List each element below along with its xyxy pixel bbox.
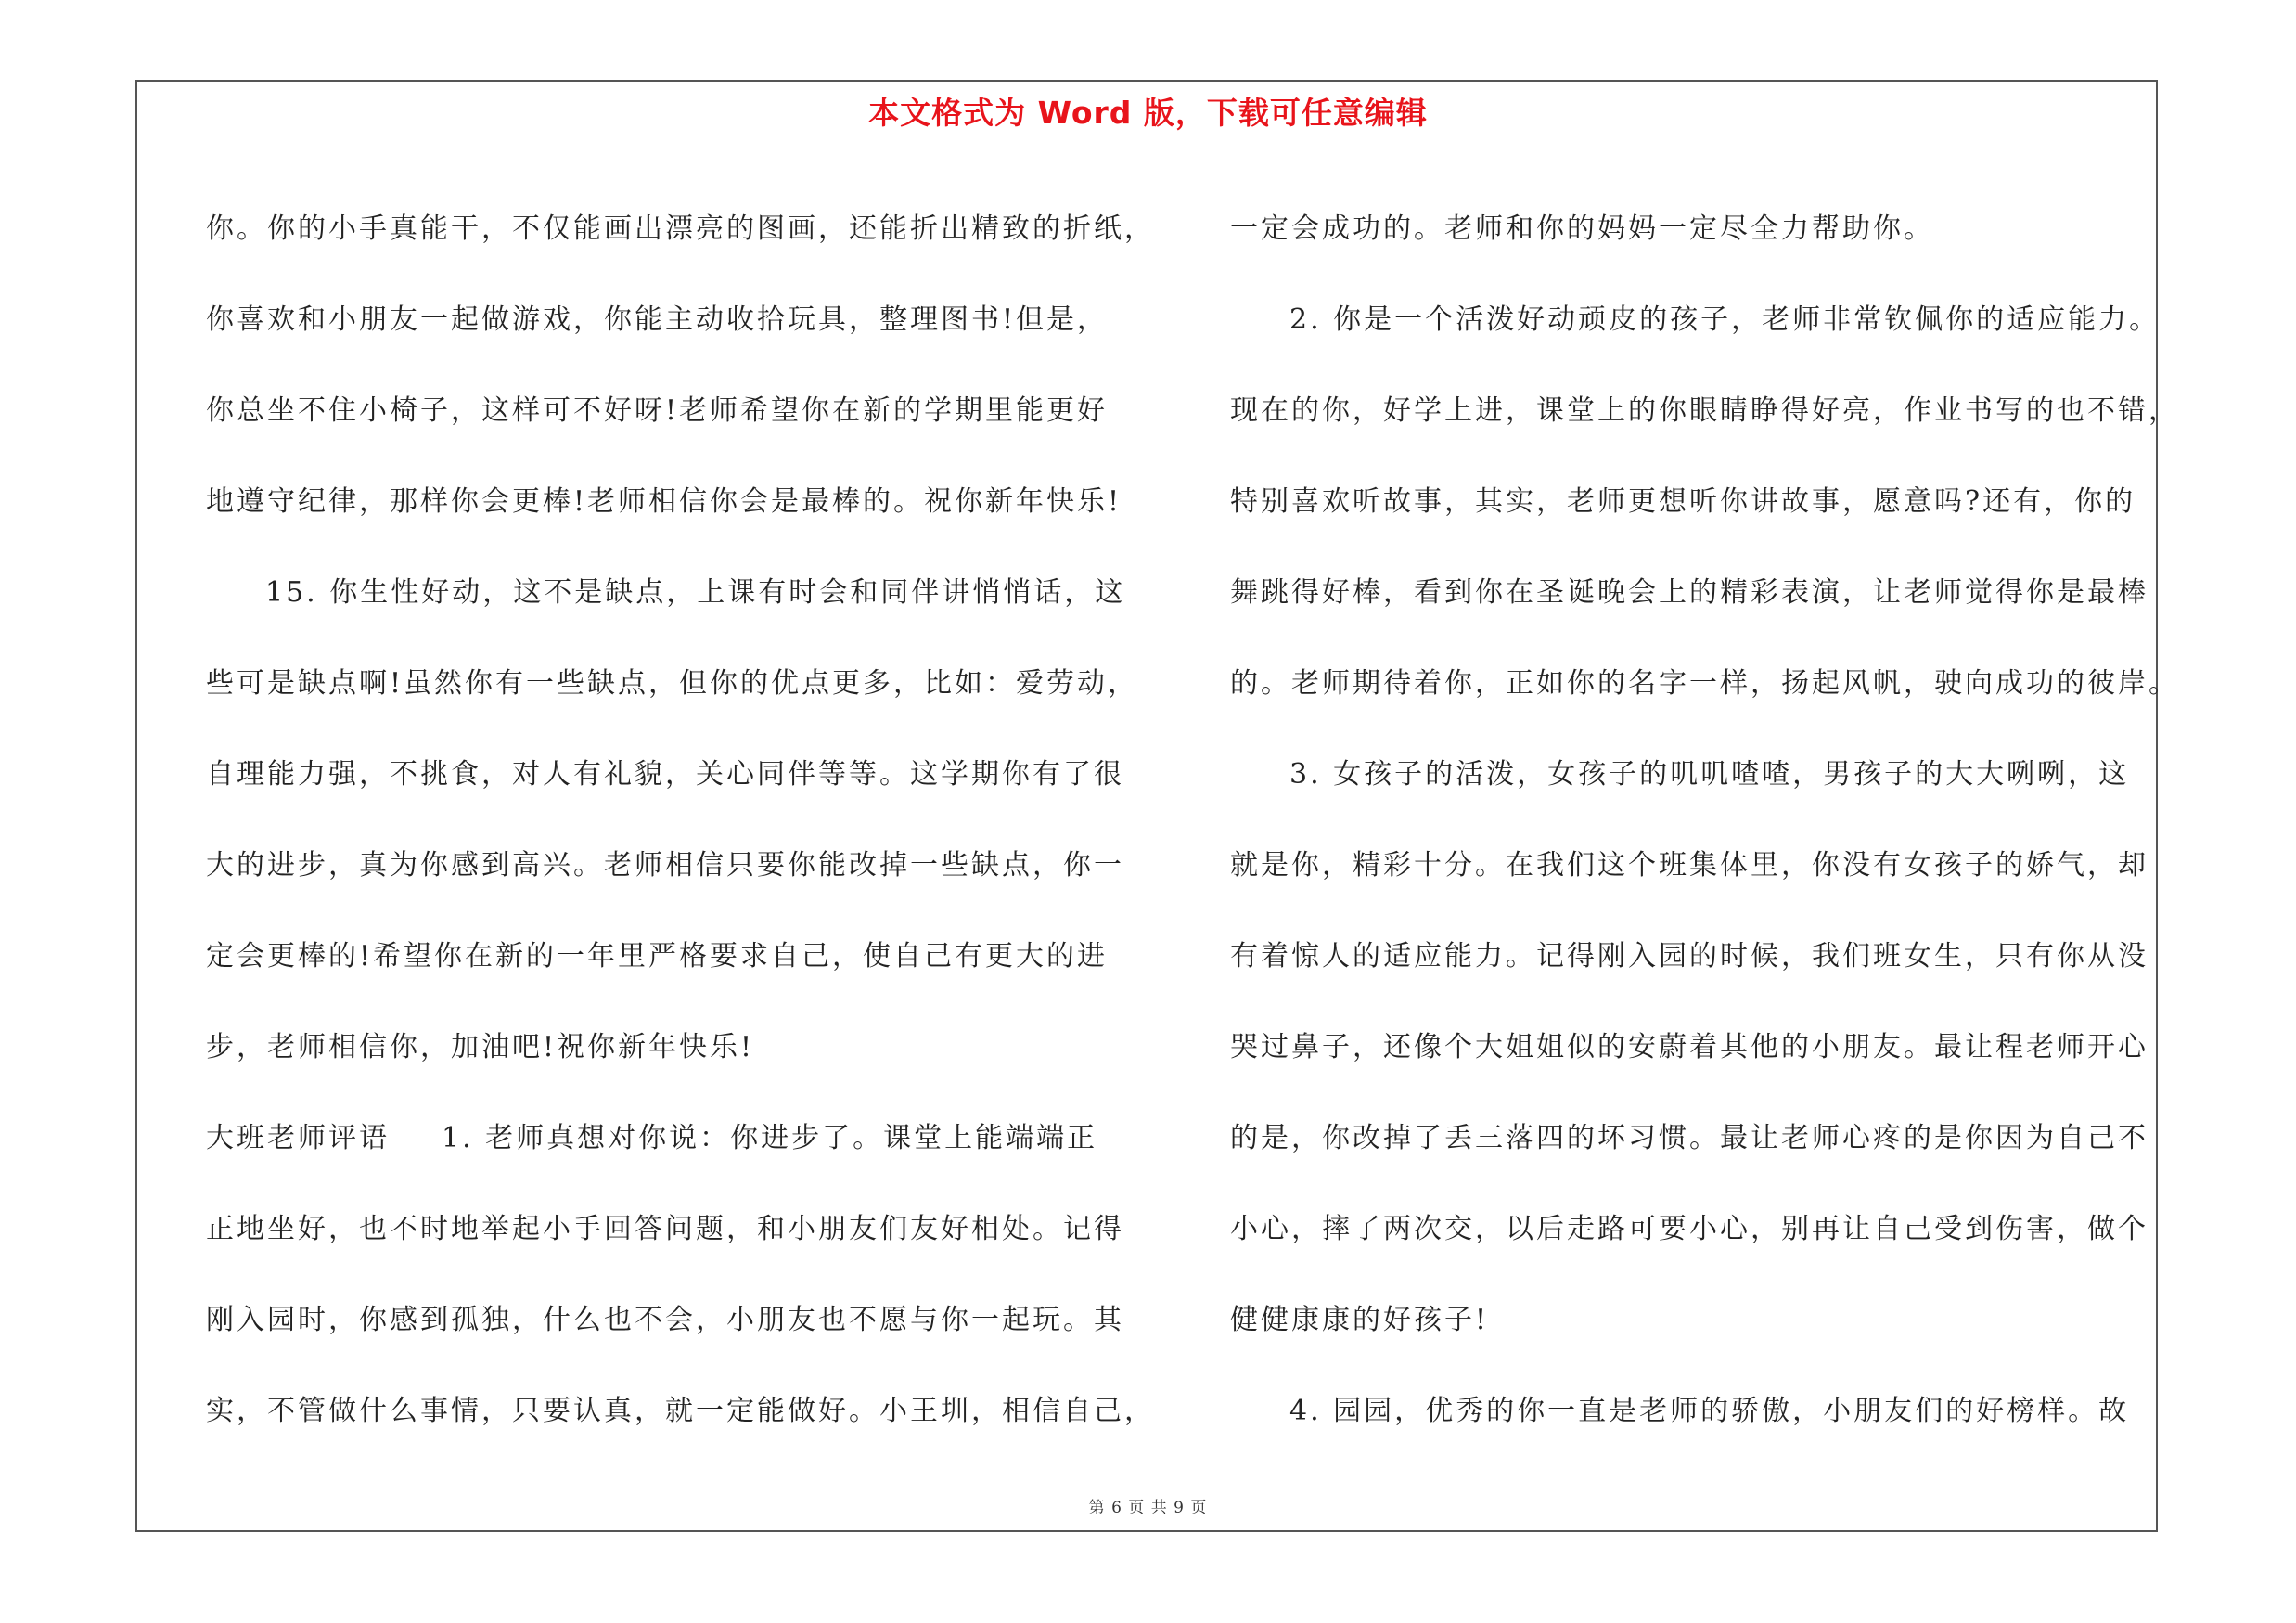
text-line: 的。老师期待着你，正如你的名字一样，扬起风帆，驶向成功的彼岸。 [1230,667,2179,700]
text-line: 步，老师相信你，加油吧!祝你新年快乐! [206,1031,755,1063]
text-line: 定会更棒的!希望你在新的一年里严格要求自己，使自己有更大的进 [206,940,1109,973]
text-line: 的是，你改掉了丢三落四的坏习惯。最让老师心疼的是你因为自己不 [1230,1122,2148,1154]
text-segment: 1. 老师真想对你说：你进步了。课堂上能端端正 [442,1122,1098,1154]
right-text-column [1230,184,2179,1457]
text-line: 就是你，精彩十分。在我们这个班集体里，你没有女孩子的娇气，却 [1230,849,2148,882]
text-line: 自理能力强，不挑食，对人有礼貌，关心同伴等等。这学期你有了很 [206,758,1124,791]
text-line: 健健康康的好孩子! [1230,1304,1490,1336]
text-line: 你。你的小手真能干，不仅能画出漂亮的图画，还能折出精致的折纸， [206,213,1155,245]
text-line-with-heading [206,1093,1155,1184]
page-footer: 第 6 页 共 9 页 [1088,1499,1208,1517]
text-line: 地遵守纪律，那样你会更棒!老师相信你会是最棒的。祝你新年快乐! [206,485,1122,518]
text-line: 你喜欢和小朋友一起做游戏，你能主动收拾玩具，整理图书!但是， [206,303,1109,336]
text-line: 15. 你生性好动，这不是缺点，上课有时会和同伴讲悄悄话，这 [265,576,1126,609]
text-line: 实，不管做什么事情，只要认真，就一定能做好。小王圳，相信自己， [206,1395,1155,1427]
text-line: 舞跳得好棒，看到你在圣诞晚会上的精彩表演，让老师觉得你是最棒 [1230,576,2148,609]
text-line: 3. 女孩子的活泼，女孩子的叽叽喳喳，男孩子的大大咧咧，这 [1289,758,2130,791]
text-line: 哭过鼻子，还像个大姐姐似的安蔚着其他的小朋友。最让程老师开心 [1230,1031,2148,1063]
left-text-column [206,184,1155,1457]
text-line: 有着惊人的适应能力。记得刚入园的时候，我们班女生，只有你从没 [1230,940,2148,973]
text-line: 特别喜欢听故事，其实，老师更想听你讲故事，愿意吗?还有，你的 [1230,485,2136,518]
text-line: 大的进步，真为你感到高兴。老师相信只要你能改掉一些缺点，你一 [206,849,1124,882]
text-line: 现在的你，好学上进，课堂上的你眼睛睁得好亮，作业书写的也不错， [1230,394,2179,427]
text-line: 些可是缺点啊!虽然你有一些缺点，但你的优点更多，比如：爱劳动， [206,667,1139,700]
text-line: 刚入园时，你感到孤独，什么也不会，小朋友也不愿与你一起玩。其 [206,1304,1124,1336]
text-line: 2. 你是一个活泼好动顽皮的孩子，老师非常钦佩你的适应能力。 [1289,303,2161,336]
text-line: 小心，摔了两次交，以后走路可要小心，别再让自己受到伤害，做个 [1230,1213,2148,1245]
header-banner: 本文格式为 Word 版，下载可任意编辑 [868,95,1428,131]
section-heading: 大班老师评语 [206,1122,390,1154]
text-line: 一定会成功的。老师和你的妈妈一定尽全力帮助你。 [1230,213,1934,245]
text-line: 4. 园园，优秀的你一直是老师的骄傲，小朋友们的好榜样。故 [1289,1395,2130,1427]
text-line: 正地坐好，也不时地举起小手回答问题，和小朋友们友好相处。记得 [206,1213,1124,1245]
text-line: 你总坐不住小椅子，这样可不好呀!老师希望你在新的学期里能更好 [206,394,1109,427]
